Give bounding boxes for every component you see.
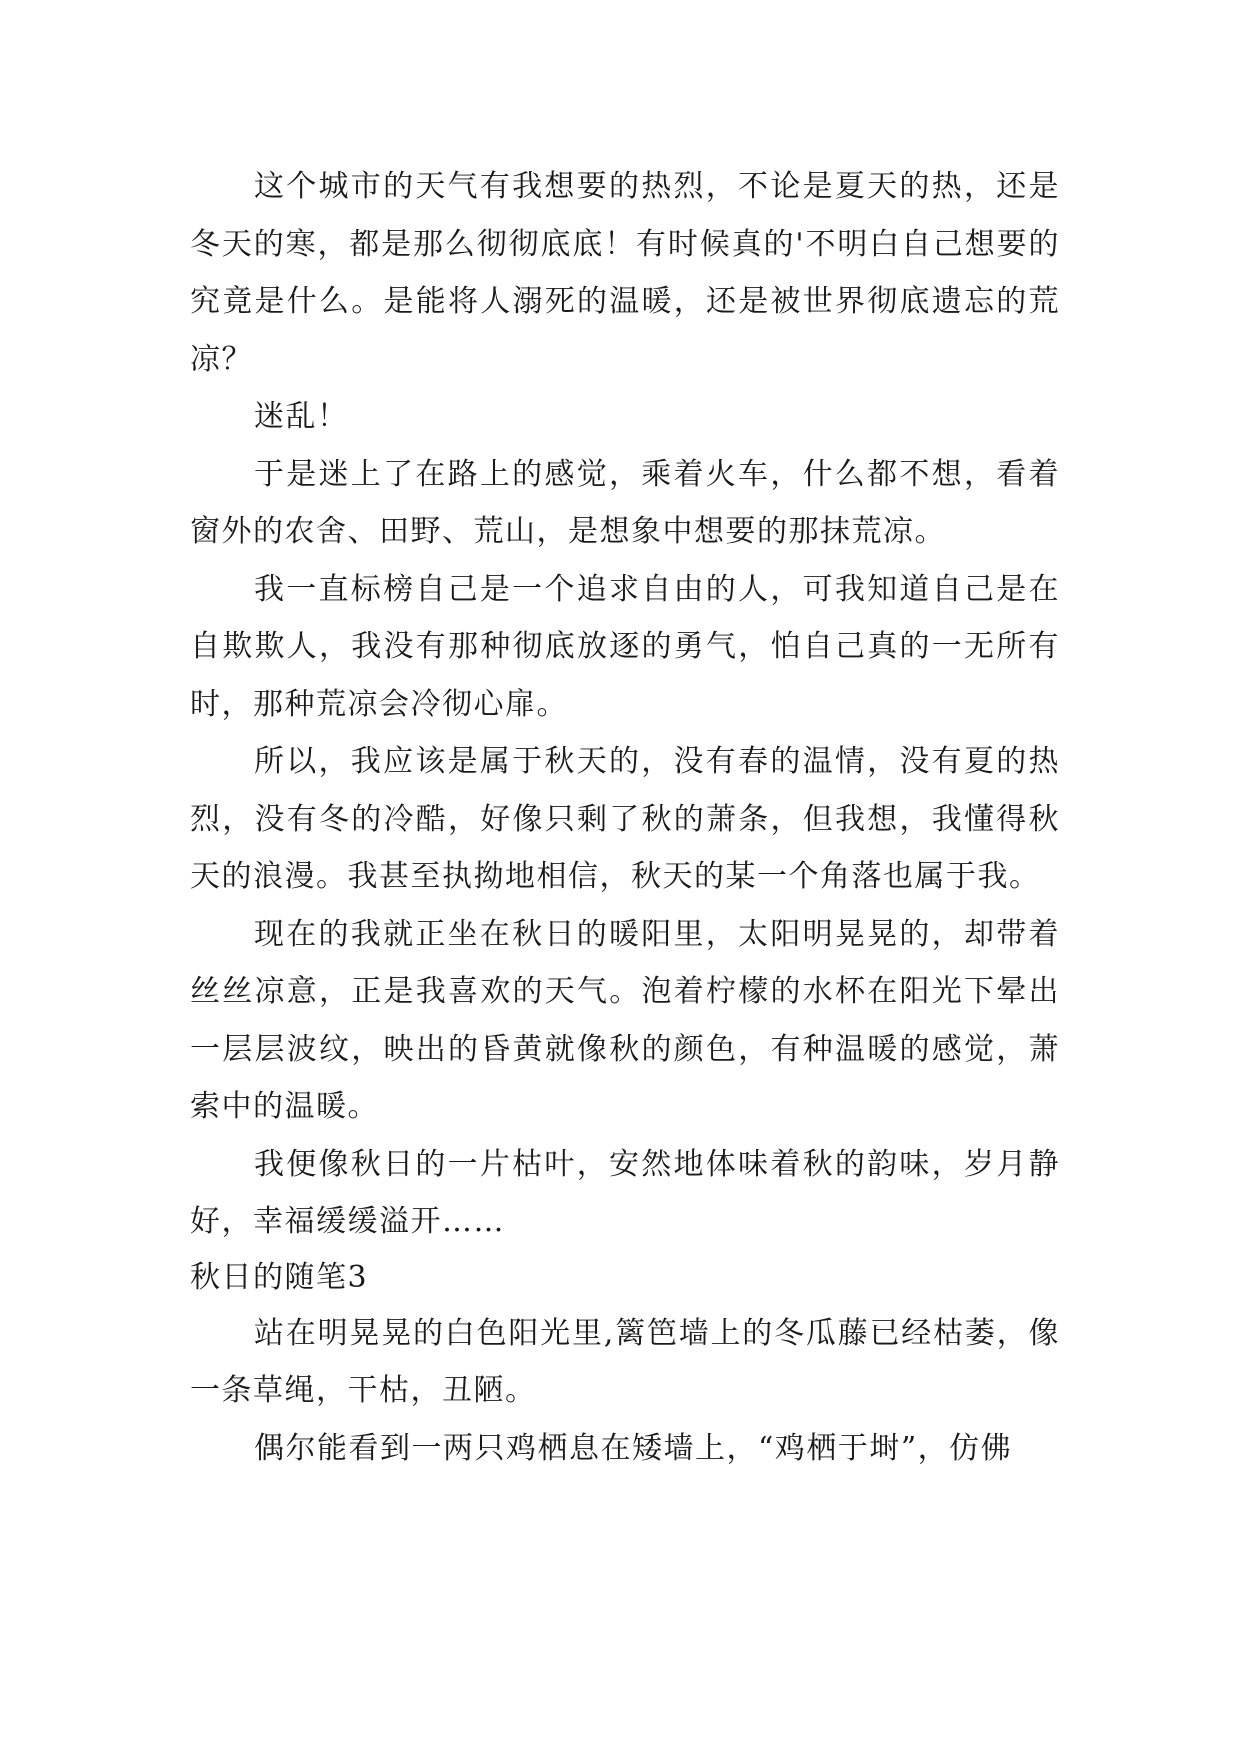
paragraph-5: 所以，我应该是属于秋天的，没有春的温情，没有夏的热烈，没有冬的冷酷，好像只剩了秋的萧条，但我想，我懂得秋天的浪漫。我甚至执拗地相信，秋天的某一个角落也属于我。 [190, 744, 1060, 894]
paragraph-7: 我便像秋日的一片枯叶，安然地体味着秋的韵味，岁月静好，幸福缓缓溢开…… [190, 1146, 1060, 1239]
section-paragraph-1: 站在明晃晃的白色阳光里,篱笆墙上的冬瓜藤已经枯萎，像一条草绳，干枯，丑陋。 [190, 1315, 1060, 1408]
section-title: 秋日的随笔3 [190, 1259, 369, 1295]
section-paragraph-2: 偶尔能看到一两只鸡栖息在矮墙上，“鸡栖于埘”，仿佛 [254, 1430, 1013, 1466]
paragraph-4: 我一直标榜自己是一个追求自由的人，可我知道自己是在自欺欺人，我没有那种彻底放逐的勇气，怕自己真的一无所有时，那种荒凉会冷彻心扉。 [190, 571, 1060, 722]
paragraph-3: 于是迷上了在路上的感觉，乘着火车，什么都不想，看着窗外的农舍、田野、荒山，是想象中想要的那抹荒凉。 [190, 456, 1060, 549]
paragraph-2: 迷乱！ [254, 399, 349, 434]
document-body [190, 158, 1060, 1477]
paragraph-1: 这个城市的天气有我想要的热烈，不论是夏天的热，还是冬天的寒，都是那么彻彻底底！有时候真的'不明白自己想要的究竟是什么。是能将人溺死的温暖，还是被世界彻底遗忘的荒凉？ [190, 169, 1060, 377]
paragraph-6: 现在的我就正坐在秋日的暖阳里，太阳明晃晃的，却带着丝丝凉意，正是我喜欢的天气。泡着柠檬的水杯在阳光下晕出一层层波纹，映出的昏黄就像秋的颜色，有种温暖的感觉，萧索中的温暖。 [190, 916, 1060, 1124]
